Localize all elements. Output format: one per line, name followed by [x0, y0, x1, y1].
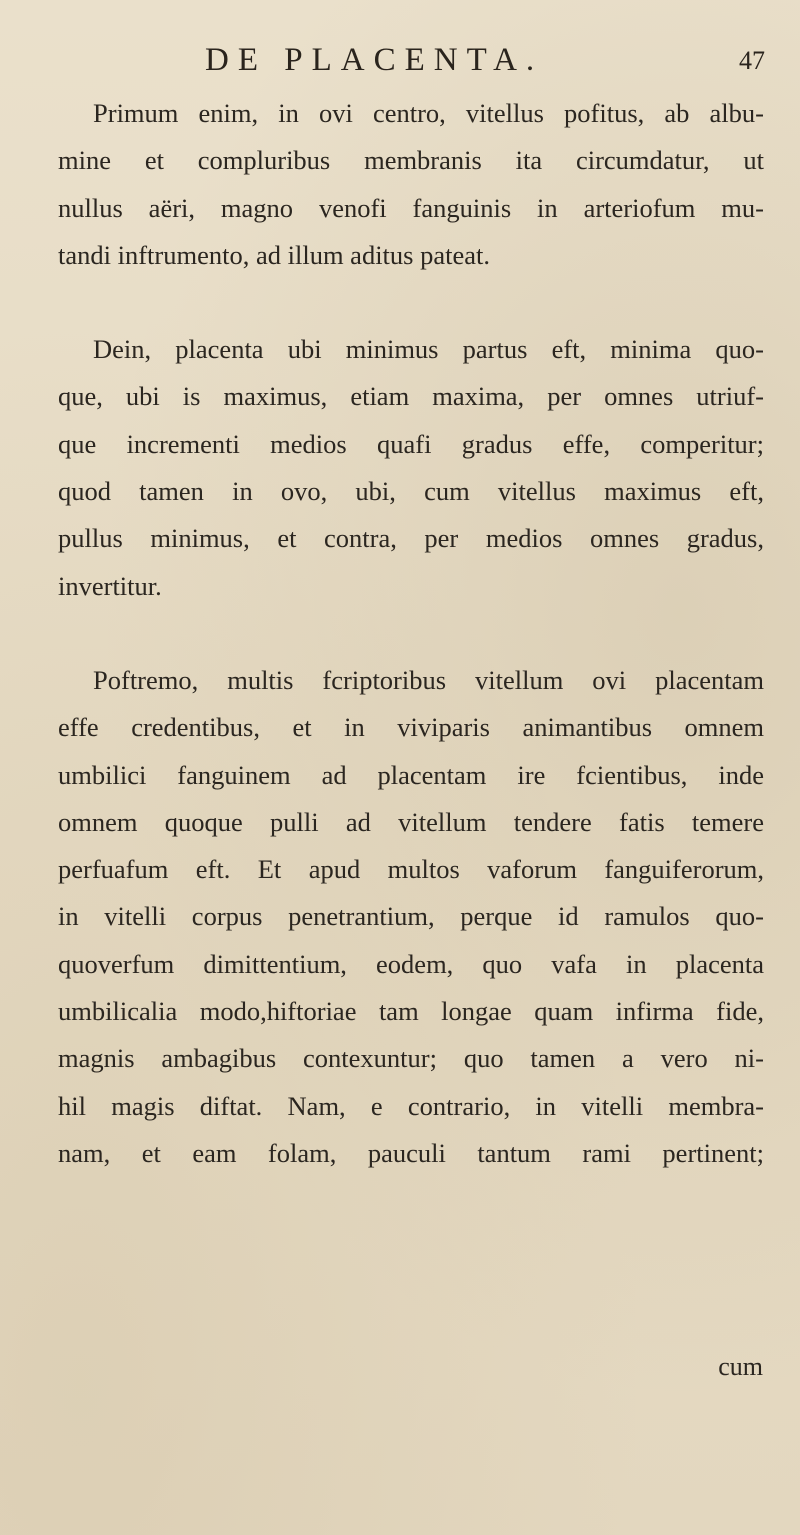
text-line: Dein, placenta ubi minimus partus eft, minima quo- [93, 334, 764, 365]
text-line: in vitelli corpus penetrantium, perque id ramulos quo- [58, 901, 764, 932]
text-line: invertitur. [58, 570, 162, 601]
text-line: effe credentibus, et in viviparis animantibus omnem [58, 712, 764, 743]
text-line: mine et compluribus membranis ita circumdatur, ut [58, 145, 764, 176]
text-line: quod tamen in ovo, ubi, cum vitellus maximus eft, [58, 476, 764, 507]
text-line: hil magis diftat. Nam, e contrario, in vitelli membra- [58, 1090, 764, 1121]
text-line: perfuafum eft. Et apud multos vaforum fanguiferorum, [58, 854, 764, 885]
body-text [58, 90, 764, 1177]
running-head: DE PLACENTA. [205, 42, 544, 78]
page-header [205, 42, 765, 82]
paragraph-gap [58, 610, 764, 657]
text-line: umbilici fanguinem ad placentam ire fcientibus, inde [58, 759, 764, 790]
text-line: que, ubi is maximus, etiam maxima, per omnes utriuf- [58, 381, 764, 412]
page-number: 47 [739, 46, 765, 75]
text-line: magnis ambagibus contexuntur; quo tamen a vero ni- [58, 1043, 764, 1074]
paragraph-2 [58, 326, 764, 610]
text-line: pullus minimus, et contra, per medios omnes gradus, [58, 523, 764, 554]
catchword: cum [718, 1352, 763, 1381]
text-line: quoverfum dimittentium, eodem, quo vafa in placenta [58, 948, 764, 979]
text-line: tandi inftrumento, ad illum aditus pateat. [58, 239, 490, 270]
text-line: omnem quoque pulli ad vitellum tendere fatis temere [58, 806, 764, 837]
text-line: Poftremo, multis fcriptoribus vitellum ovi placentam [93, 664, 764, 695]
paragraph-3 [58, 657, 764, 1177]
text-line: nam, et eam folam, pauculi tantum rami pertinent; [58, 1137, 764, 1168]
text-line: nullus aëri, magno venofi fanguinis in arteriofum mu- [58, 192, 764, 223]
text-line: Primum enim, in ovi centro, vitellus pofitus, ab albu- [93, 98, 764, 128]
text-line: que incrementi medios quafi gradus effe, comperitur; [58, 428, 764, 459]
text-line: umbilicalia modo,hiftoriae tam longae quam infirma fide, [58, 996, 764, 1027]
paragraph-gap [58, 279, 764, 326]
paragraph-1 [58, 90, 764, 279]
